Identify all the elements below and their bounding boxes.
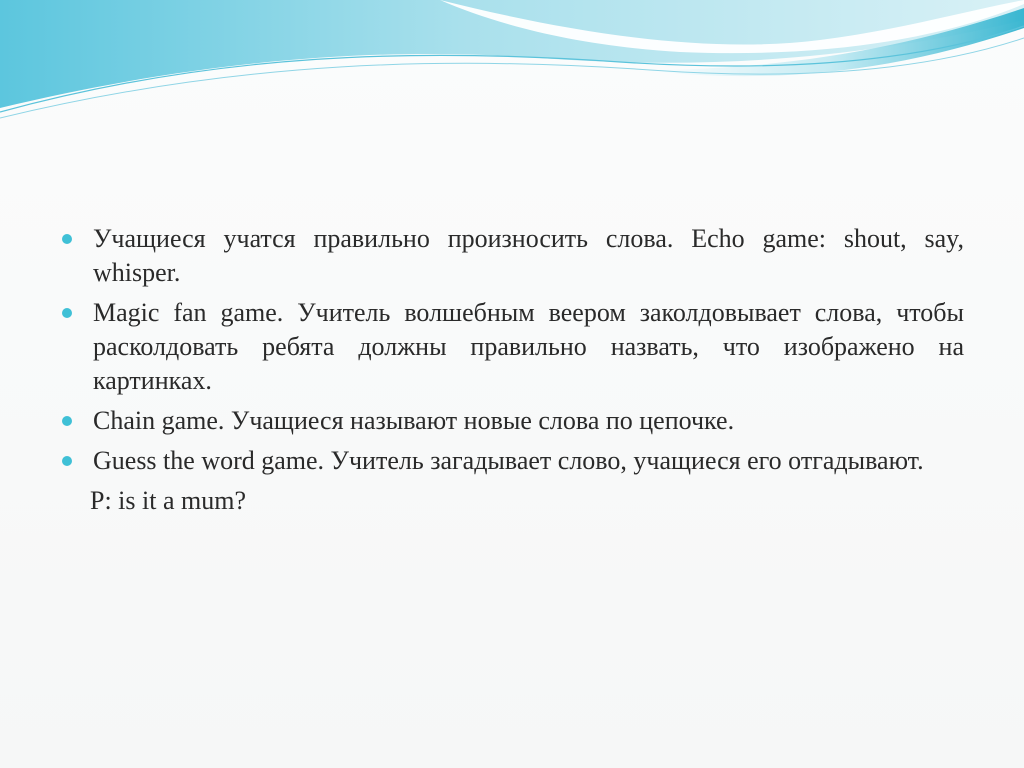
- circle-bullet-icon: [62, 456, 72, 466]
- bullet-item: [60, 296, 964, 398]
- bullet-text: Chain game. Учащиеся называют новые слова по цепочке.: [93, 406, 735, 435]
- bullet-item: [60, 404, 964, 438]
- bullet-item: [60, 444, 964, 478]
- wave-decoration: [0, 0, 1024, 130]
- example-line: P: is it a mum?: [90, 486, 246, 515]
- bullet-list: [60, 222, 964, 478]
- bullet-text: Учащиеся учатся правильно произносить слова. Echo game: shout, say, whisper.: [93, 224, 964, 287]
- slide-content: [60, 222, 964, 518]
- bullet-text: Guess the word game. Учитель загадывает слово, учащиеся его отгадывают.: [93, 446, 924, 475]
- bullet-text: Magic fan game. Учитель волшебным веером заколдовывает слова, чтобы расколдовать ребята должны правильно назвать, что изображено на картинках.: [93, 298, 964, 395]
- bullet-item: [60, 222, 964, 290]
- circle-bullet-icon: [62, 308, 72, 318]
- circle-bullet-icon: [62, 234, 72, 244]
- circle-bullet-icon: [62, 416, 72, 426]
